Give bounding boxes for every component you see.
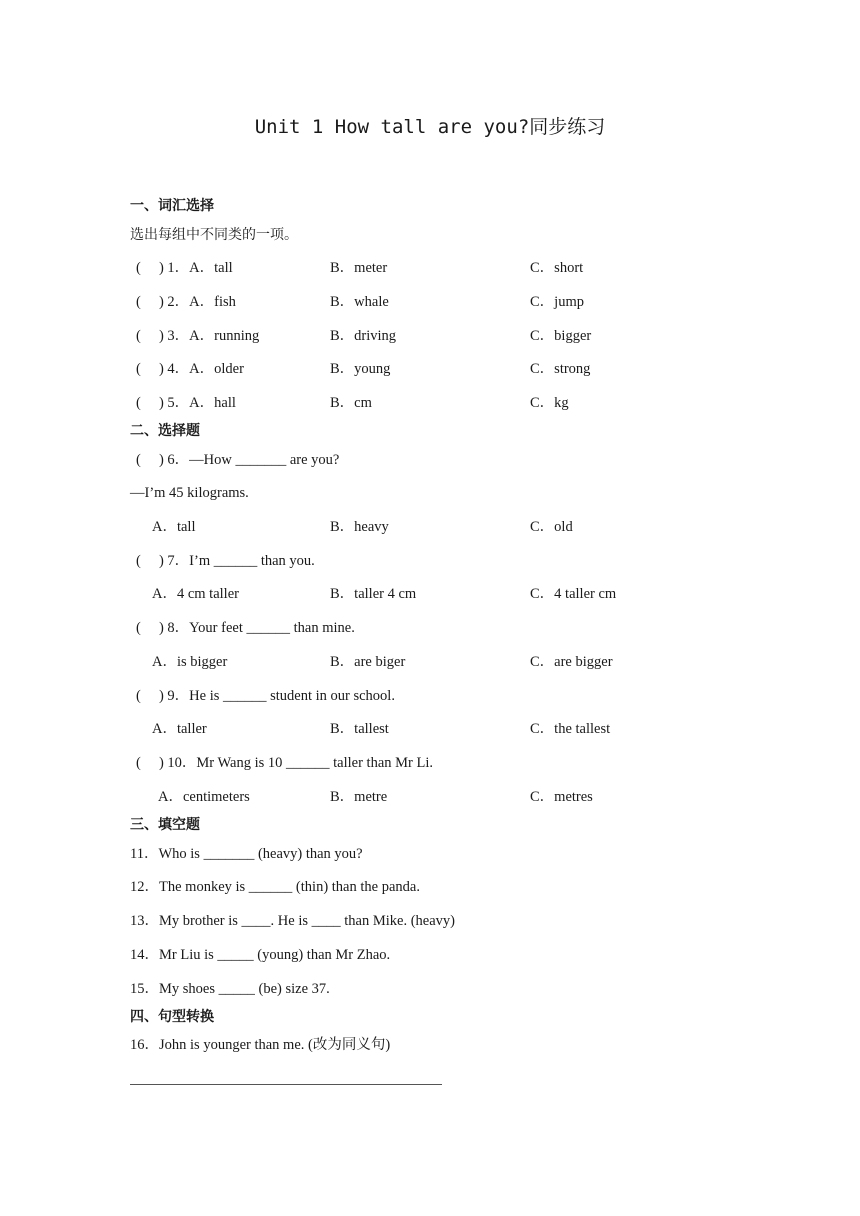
option-b: B．taller 4 cm bbox=[330, 586, 417, 602]
question-6: ( ) 6．—How _______ are you? bbox=[136, 452, 340, 468]
question-14: 14．Mr Liu is _____ (young) than Mr Zhao. bbox=[130, 947, 391, 963]
option-a: A．centimeters bbox=[158, 789, 250, 805]
page-title bbox=[0, 114, 860, 140]
option-a: A．is bigger bbox=[152, 654, 228, 670]
option-a: A．taller bbox=[152, 721, 207, 737]
question-10: ( ) 10．Mr Wang is 10 ______ taller than Mr Li. bbox=[136, 755, 433, 771]
option-b: B．heavy bbox=[330, 519, 389, 535]
option-b: B．are biger bbox=[330, 654, 406, 670]
question-15: 15．My shoes _____ (be) size 37. bbox=[130, 981, 330, 997]
option-c: C．are bigger bbox=[530, 654, 613, 670]
question-11: 11．Who is _______ (heavy) than you? bbox=[130, 846, 363, 862]
question-1: ( ) 1．A．tall bbox=[136, 260, 233, 276]
option-b: B．tallest bbox=[330, 721, 389, 737]
section-instruction: 选出每组中不同类的一项。 bbox=[130, 227, 298, 243]
section-heading-vocabulary: 一、词汇选择 bbox=[130, 198, 214, 214]
option-c: C．strong bbox=[530, 361, 591, 377]
option-c: C．short bbox=[530, 260, 584, 276]
question-3: ( ) 3．A．running bbox=[136, 328, 260, 344]
option-c: C．the tallest bbox=[530, 721, 611, 737]
question-16: 16．John is younger than me. (改为同义句) bbox=[130, 1037, 391, 1053]
question-5: ( ) 5．A．hall bbox=[136, 395, 236, 411]
title-chinese: 同步练习 bbox=[529, 116, 606, 138]
answer-line bbox=[130, 1084, 442, 1085]
option-c: C．old bbox=[530, 519, 573, 535]
option-b: B．metre bbox=[330, 789, 388, 805]
option-b: B．young bbox=[330, 361, 391, 377]
option-c: C．jump bbox=[530, 294, 584, 310]
question-7: ( ) 7．I’m ______ than you. bbox=[136, 553, 315, 569]
option-c: C．bigger bbox=[530, 328, 592, 344]
question-9: ( ) 9．He is ______ student in our school. bbox=[136, 688, 395, 704]
option-c: C．kg bbox=[530, 395, 569, 411]
section-heading-fill-in: 三、填空题 bbox=[130, 817, 200, 833]
section-heading-transformation: 四、句型转换 bbox=[130, 1009, 214, 1025]
question-2: ( ) 2．A．fish bbox=[136, 294, 236, 310]
question-13: 13．My brother is ____. He is ____ than Mike. (heavy) bbox=[130, 913, 455, 929]
question-12: 12．The monkey is ______ (thin) than the panda. bbox=[130, 879, 420, 895]
question-4: ( ) 4．A．older bbox=[136, 361, 244, 377]
option-a: A．tall bbox=[152, 519, 196, 535]
question-8: ( ) 8．Your feet ______ than mine. bbox=[136, 620, 355, 636]
option-b: B．whale bbox=[330, 294, 389, 310]
option-b: B．meter bbox=[330, 260, 388, 276]
option-c: C．4 taller cm bbox=[530, 586, 617, 602]
option-b: B．cm bbox=[330, 395, 372, 411]
title-english: Unit 1 How tall are you? bbox=[254, 116, 530, 138]
option-a: A．4 cm taller bbox=[152, 586, 239, 602]
option-b: B．driving bbox=[330, 328, 397, 344]
option-c: C．metres bbox=[530, 789, 593, 805]
section-heading-multiple-choice: 二、选择题 bbox=[130, 423, 200, 439]
question-6-dialogue: —I’m 45 kilograms. bbox=[130, 485, 249, 501]
